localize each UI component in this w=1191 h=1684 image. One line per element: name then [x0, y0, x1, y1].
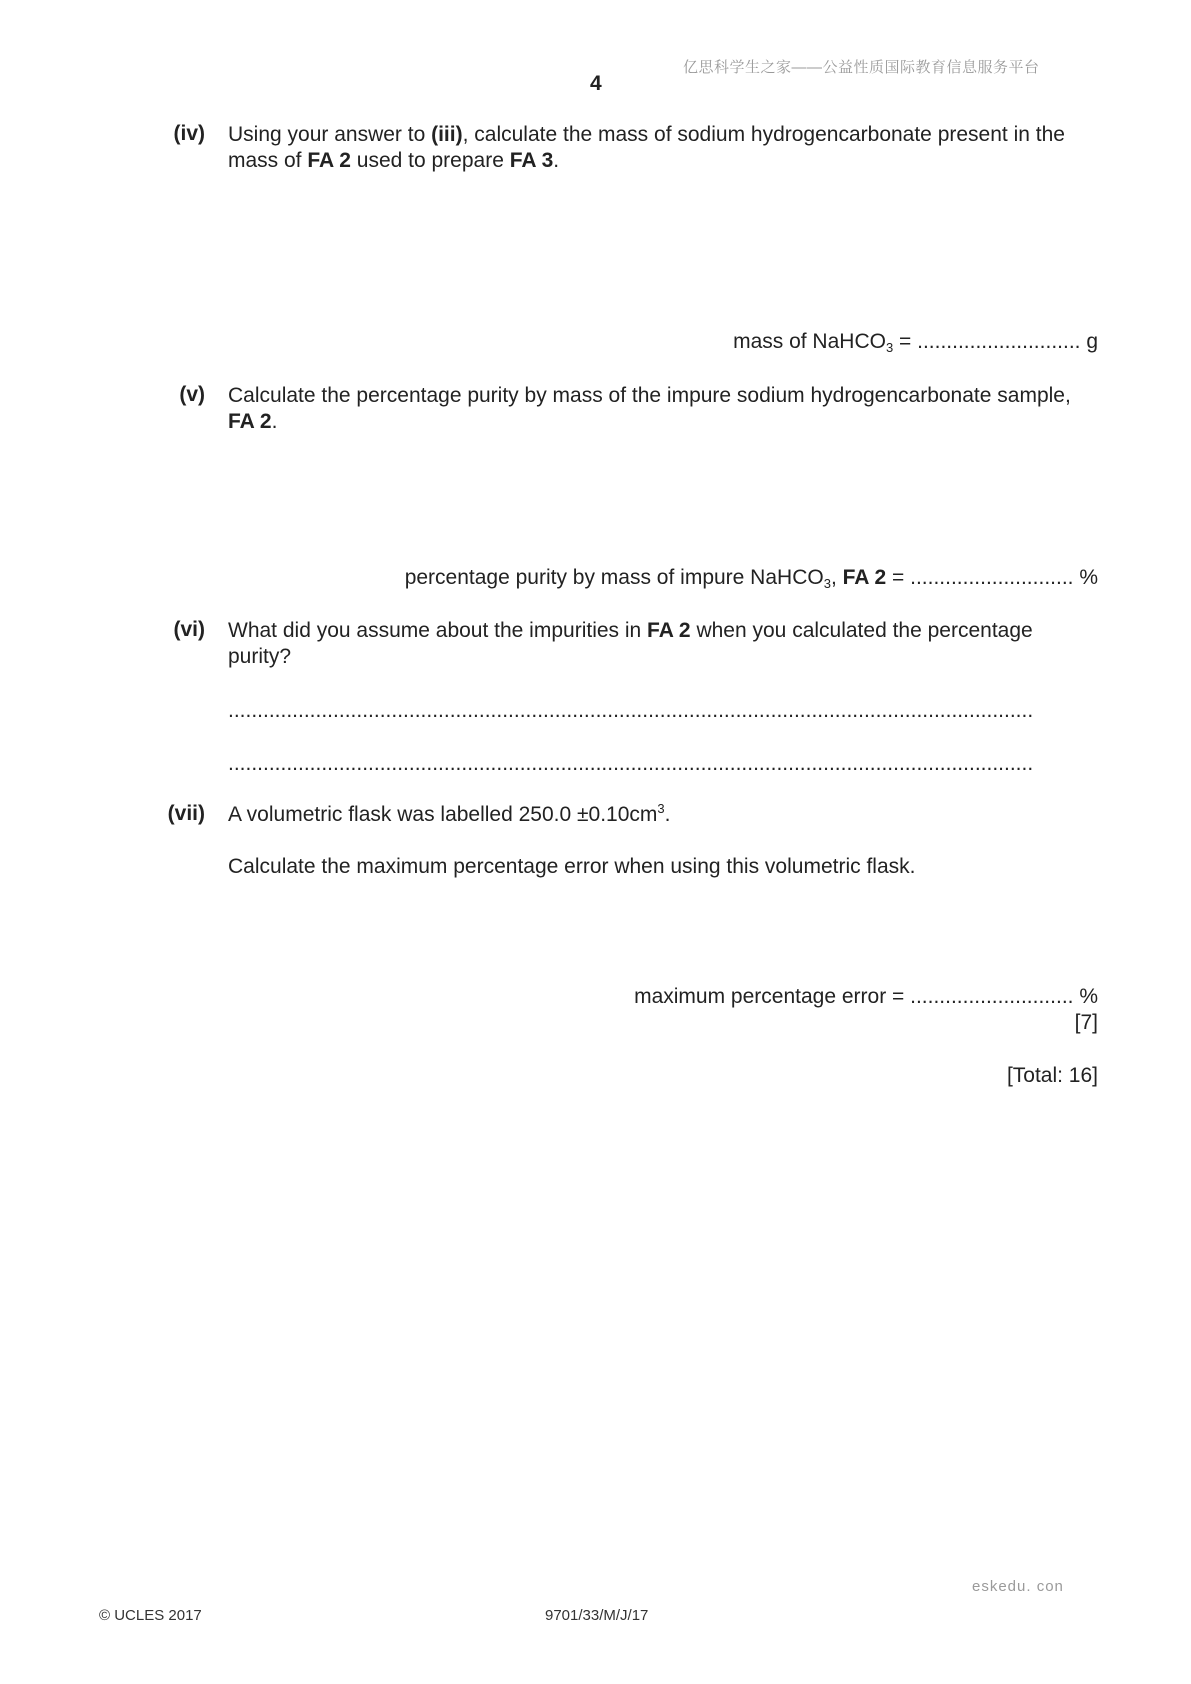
marks-label: [7]: [1074, 1011, 1098, 1034]
answer-line-percentage-error[interactable]: maximum percentage error = ............................ %: [634, 985, 1098, 1008]
question-text-vii-instruction: Calculate the maximum percentage error when using this volumetric flask.: [228, 855, 916, 878]
question-text-vii: A volumetric flask was labelled $250.0 \pm 0.10cm^3$.: [228, 801, 671, 826]
question-text-iv: Using your answer to (iii), calculate the mass of sodium hydrogencarbonate present in the mass of FA 2 used to prepare FA 3.: [228, 123, 1065, 172]
question-label-vi: (vi): [173, 618, 205, 641]
question-text-v: Calculate the percentage purity by mass of the impure sodium hydrogencarbonate sample, FA 2.: [228, 384, 1071, 433]
question-text-vi: What did you assume about the impurities in FA 2 when you calculated the percentage purity?: [228, 619, 1033, 668]
question-label-iv: (iv): [173, 122, 205, 145]
answer-line-assumption-2[interactable]: ..........................................................................................................................................: [228, 752, 1034, 775]
answer-line-assumption-1[interactable]: ..........................................................................................................................................: [228, 699, 1034, 722]
copyright-text: © UCLES 2017: [99, 1607, 202, 1624]
footer-watermark: eskedu. con: [972, 1578, 1064, 1595]
page-number: 4: [590, 72, 602, 95]
question-label-vii: (vii): [167, 802, 205, 825]
answer-line-purity[interactable]: percentage purity by mass of impure NaHCO$_3$, FA 2 = ............................ %: [404, 566, 1098, 591]
question-label-v: (v): [179, 383, 205, 406]
header-watermark: 亿思科学生之家——公益性质国际教育信息服务平台: [683, 59, 1040, 76]
answer-line-mass[interactable]: mass of NaHCO$_3$ = ............................ g: [733, 330, 1098, 355]
paper-code: 9701/33/M/J/17: [545, 1607, 649, 1624]
total-marks-label: [Total: 16]: [1006, 1064, 1098, 1087]
